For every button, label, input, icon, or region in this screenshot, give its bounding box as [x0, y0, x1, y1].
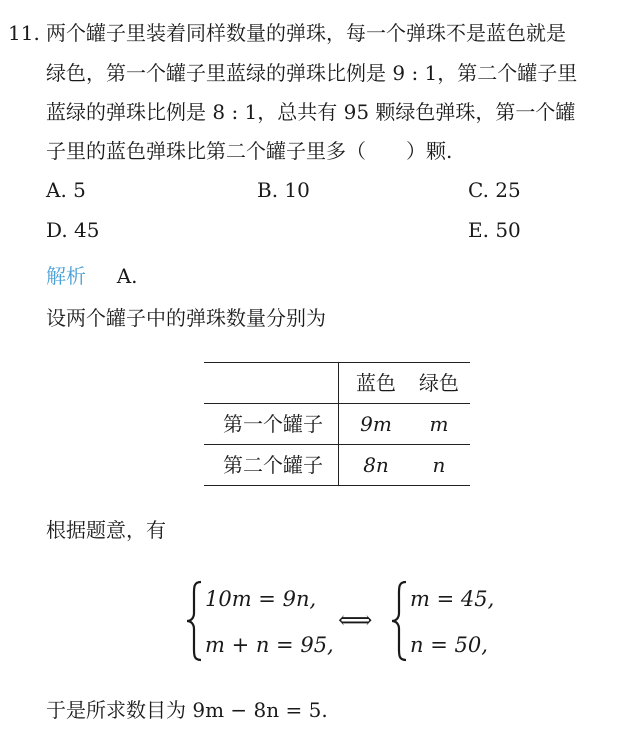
- solution-tag: 解析: [46, 264, 86, 288]
- table-bottom-rule: [204, 485, 470, 486]
- question-line-3: 蓝绿的弹珠比例是 8 : 1，总共有 95 颗绿色弹珠，第一个罐: [46, 100, 576, 124]
- row2-blue: 8n: [363, 453, 389, 477]
- header-green: 绿色: [419, 371, 459, 395]
- question-number: 11.: [8, 21, 40, 45]
- table-vertical-rule: [338, 362, 339, 486]
- option-c: C. 25: [468, 178, 521, 202]
- setup-text: 设两个罐子中的弹珠数量分别为: [46, 306, 326, 330]
- row2-green: n: [432, 453, 446, 477]
- table-top-rule: [204, 362, 470, 363]
- question-line-2: 绿色，第一个罐子里蓝绿的弹珠比例是 9 : 1，第二个罐子里: [46, 61, 578, 85]
- middle-text: 根据题意，有: [46, 518, 166, 542]
- row1-label: 第一个罐子: [223, 412, 323, 436]
- header-blue: 蓝色: [356, 371, 396, 395]
- table-header-rule: [204, 403, 470, 404]
- row1-green: m: [429, 412, 449, 436]
- option-d: D. 45: [46, 218, 100, 242]
- option-b: B. 10: [257, 178, 310, 202]
- row2-label: 第二个罐子: [223, 453, 323, 477]
- marble-table: [204, 362, 470, 486]
- conclusion-text: 于是所求数目为 9m − 8n = 5.: [46, 698, 328, 722]
- right-brace-icon: [390, 580, 410, 662]
- option-a: A. 5: [46, 178, 86, 202]
- solution-answer: A.: [116, 264, 138, 288]
- equivalence-symbol: ⟺: [338, 606, 373, 634]
- option-e: E. 50: [468, 218, 521, 242]
- table-mid-rule: [204, 444, 470, 445]
- right-eq-1: m = 45,: [410, 587, 495, 611]
- question-line-4: 子里的蓝色弹珠比第二个罐子里多（ ）颗.: [46, 139, 453, 163]
- left-eq-2: m + n = 95,: [205, 633, 334, 657]
- left-brace-icon: [185, 580, 205, 662]
- row1-blue: 9m: [360, 412, 392, 436]
- right-eq-2: n = 50,: [410, 633, 488, 657]
- solution-header: [46, 262, 138, 290]
- left-eq-1: 10m = 9n,: [205, 587, 317, 611]
- question-line-1: 两个罐子里装着同样数量的弹珠，每一个弹珠不是蓝色就是: [46, 21, 566, 45]
